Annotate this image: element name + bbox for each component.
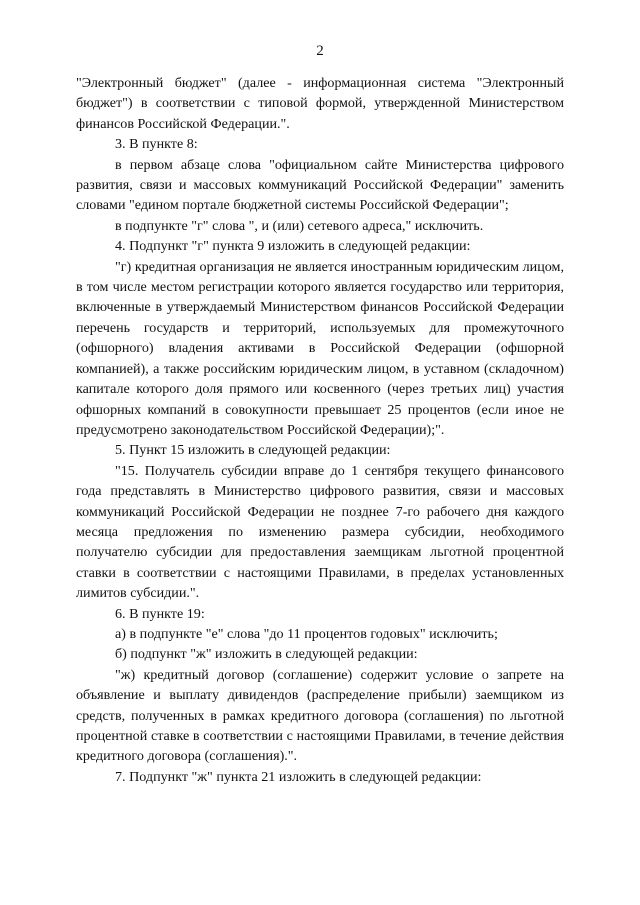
paragraph-item-3-subitem-g: в подпункте "г" слова ", и (или) сетевого адреса," исключить. bbox=[115, 217, 484, 234]
paragraph-item-4-text: "г) кредитная организация не является иностранным юридическим лицом, в том числе местом регистрации которого является государство или территория, включенные в утверждаемый Министерством финансов Российской Федерации перечень государств и территорий, используемых для промежуточного (офшорного) владения активами в Российской Федерации (офшорной компанией), а также российским юридическим лицом, в уставном (складочном) капитале которого доля прямого или косвенного (через третьих лиц) участия офшорных компаний в совокупности превышает 25 процентов (если иное не предусмотрено законодательством Российской Федерации);". bbox=[76, 258, 564, 438]
paragraph-item-4: 4. Подпункт "г" пункта 9 изложить в следующей редакции: bbox=[115, 238, 471, 255]
paragraph-item-6-b-text: "ж) кредитный договор (соглашение) содержит условие о запрете на объявление и выплату дивидендов (распределение прибыли) заемщиком из средств, полученных в рамках кредитного договора (соглашения) по льготной процентной ставке в соответствии с настоящими Правилами, в течение действия кредитного договора (соглашения).". bbox=[76, 666, 564, 765]
paragraph-item-6: 6. В пункте 19: bbox=[115, 605, 205, 622]
page-number: 2 bbox=[316, 43, 324, 59]
paragraph-item-3-first-abzac: в первом абзаце слова "официальном сайте Министерства цифрового развития, связи и массовых коммуникаций Российской Федерации" заменить словами "едином портале бюджетной системы Российской Федерации"; bbox=[76, 156, 564, 214]
paragraph-item-5-text: "15. Получатель субсидии вправе до 1 сентября текущего финансового года представлять в Министерство цифрового развития, связи и массовых коммуникаций Российской Федерации не позднее 7-го рабочего дня каждого месяца предложения по изменению размера субсидии, необходимого получателю субсидии для предоставления заемщикам льготной процентной ставки в соответствии с настоящими Правилами, в пределах установленных лимитов субсидии.". bbox=[76, 462, 564, 602]
paragraph-item-6-b: б) подпункт "ж" изложить в следующей редакции: bbox=[115, 646, 418, 663]
document-body bbox=[76, 73, 564, 787]
paragraph-item-7: 7. Подпункт "ж" пункта 21 изложить в следующей редакции: bbox=[115, 768, 482, 785]
paragraph-item-3: 3. В пункте 8: bbox=[115, 136, 198, 153]
paragraph-continuation: "Электронный бюджет" (далее - информационная система "Электронный бюджет") в соответствии с типовой формой, утвержденной Министерством финансов Российской Федерации.". bbox=[76, 75, 564, 132]
paragraph-item-6-a: а) в подпункте "е" слова "до 11 процентов годовых" исключить; bbox=[115, 625, 498, 642]
paragraph-item-5: 5. Пункт 15 изложить в следующей редакции: bbox=[115, 442, 391, 459]
